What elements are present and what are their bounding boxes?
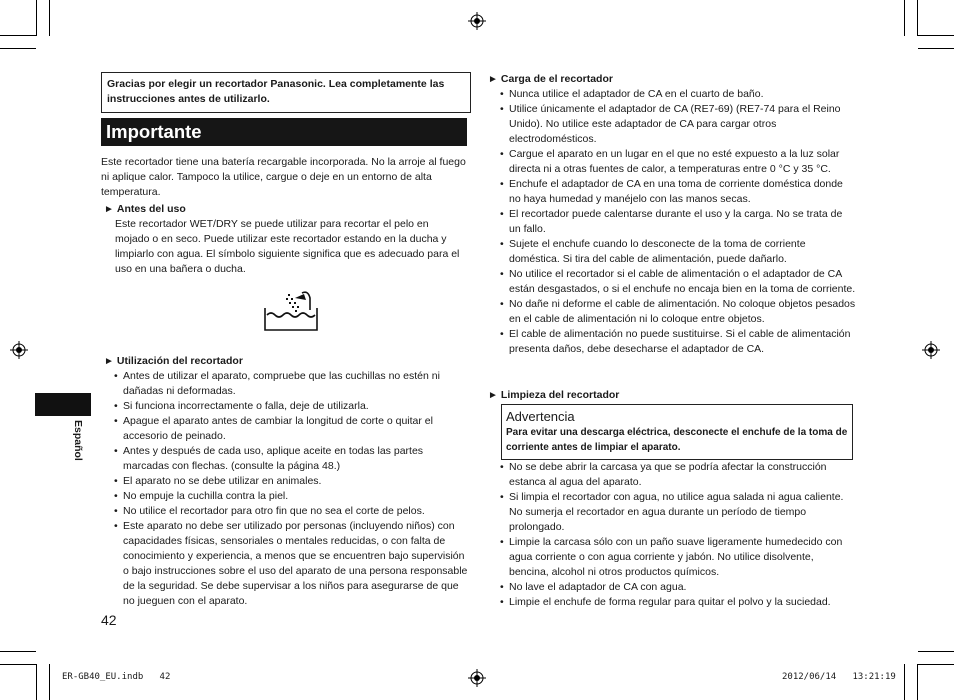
list-item: • Si limpia el recortador con agua, no utilice agua salada ni agua caliente. No sumerja el recortador en agua durante un período de tiempo prolongado.	[500, 490, 856, 535]
crop-mark	[36, 0, 37, 36]
crop-mark	[918, 651, 954, 652]
list-item: • No empuje la cuchilla contra la piel.	[114, 489, 468, 504]
footer-date: 2012/06/14 13:21:19	[782, 672, 896, 682]
thank-you-notice: Gracias por elegir un recortador Panasonic. Lea completamente las instrucciones antes de utilizarlo.	[101, 72, 471, 113]
list-item: • Apague el aparato antes de cambiar la longitud de corte o quitar el accesorio de peinado.	[114, 414, 468, 444]
list-item: • Cargue el aparato en un lugar en el que no esté expuesto a la luz solar directa ni a otras fuentes de calor, a temperaturas entre 0 °C y 35 °C.	[500, 147, 856, 177]
page-number: 42	[101, 612, 117, 628]
triangle-arrow-icon: ►	[488, 74, 498, 85]
cleaning-heading	[488, 388, 619, 403]
cleaning-title: Limpieza del recortador	[500, 389, 620, 401]
list-item: • No dañe ni deforme el cable de alimentación. No coloque objetos pesados en el cable de alimentación ni lo coloque entre objetos.	[500, 297, 856, 327]
crop-mark	[0, 48, 36, 49]
footer-file: ER-GB40_EU.indb 42	[62, 672, 171, 682]
crop-mark	[49, 664, 50, 700]
list-item: • Este aparato no debe ser utilizado por personas (incluyendo niños) con capacidades físicas, sensoriales o mentales reducidas, o con falta de conocimiento y experiencia, a menos que se encuentren bajo supervisión o bajo instrucciones sobre el uso del aparato de una persona responsable de la seguridad. Se debe supervisar a los niños para asegurarse de que no jueguen con el aparato.	[114, 519, 468, 609]
crop-mark	[904, 664, 905, 700]
language-label: Español	[72, 420, 84, 461]
list-item: • El aparato no se debe utilizar en animales.	[114, 474, 468, 489]
registration-mark-icon	[468, 669, 486, 687]
list-item: • No lave el adaptador de CA con agua.	[500, 580, 856, 595]
usage-title: Utilización del recortador	[116, 355, 243, 367]
charging-list	[500, 87, 856, 357]
section-heading: Importante	[101, 118, 467, 146]
crop-mark	[36, 664, 37, 700]
crop-mark	[49, 0, 50, 36]
before-use-text: Este recortador WET/DRY se puede utilizar para recortar el pelo en mojado o en seco. Puede utilizar este recortador estando en la ducha y limpiarlo con agua. El símbolo siguiente significa que es adecuado para el uso en una bañera o ducha.	[115, 218, 460, 275]
shower-bath-icon	[262, 288, 320, 334]
list-item: • No utilice el recortador para otro fin que no sea el corte de pelos.	[114, 504, 468, 519]
triangle-arrow-icon: ►	[104, 204, 114, 215]
list-item: • No se debe abrir la carcasa ya que se podría afectar la construcción estanca al agua del aparato.	[500, 460, 856, 490]
list-item: • El recortador puede calentarse durante el uso y la carga. No se trata de un fallo.	[500, 207, 856, 237]
list-item: • Antes y después de cada uso, aplique aceite en todas las partes marcadas con flechas. (consulte la página 48.)	[114, 444, 468, 474]
crop-mark	[918, 35, 954, 36]
crop-mark	[918, 48, 954, 49]
crop-mark	[917, 664, 918, 700]
triangle-arrow-icon: ►	[104, 356, 114, 367]
triangle-arrow-icon: ►	[488, 390, 498, 401]
registration-mark-icon	[922, 341, 940, 359]
before-use-heading	[104, 202, 186, 217]
registration-mark-icon	[468, 12, 486, 30]
list-item: • Nunca utilice el adaptador de CA en el cuarto de baño.	[500, 87, 856, 102]
registration-mark-icon	[10, 341, 28, 359]
cleaning-list	[500, 460, 856, 610]
crop-mark	[0, 651, 36, 652]
list-item: • El cable de alimentación no puede sustituirse. Si el cable de alimentación presenta daños, debe desecharse el adaptador de CA.	[500, 327, 856, 357]
list-item: • Sujete el enchufe cuando lo desconecte de la toma de corriente doméstica. Si tira del cable de alimentación, puede dañarlo.	[500, 237, 856, 267]
before-use-title: Antes del uso	[116, 203, 186, 215]
warning-text: Para evitar una descarga eléctrica, desconecte el enchufe de la toma de corriente antes de limpiar el aparato.	[506, 427, 848, 453]
list-item: • No utilice el recortador si el cable de alimentación o el adaptador de CA están desgastados, o si el enchufe no encaja bien en la toma de corriente.	[500, 267, 856, 297]
language-tab	[35, 393, 91, 416]
list-item: • Antes de utilizar el aparato, compruebe que las cuchillas no estén ni dañadas ni deformadas.	[114, 369, 468, 399]
crop-mark	[918, 664, 954, 665]
list-item: • Limpie la carcasa sólo con un paño suave ligeramente humedecido con agua corriente o con agua corriente y jabón. No utilice disolvente, bencina, alcohol ni otros productos químicos.	[500, 535, 856, 580]
warning-title: Advertencia	[506, 409, 575, 424]
crop-mark	[0, 664, 36, 665]
warning-box	[501, 404, 853, 460]
crop-mark	[904, 0, 905, 36]
battery-intro: Este recortador tiene una batería recargable incorporada. No la arroje al fuego ni aplique calor. Tampoco la utilice, cargue o deje en un entorno de alta temperatura.	[101, 156, 466, 198]
list-item: • Utilice únicamente el adaptador de CA (RE7-69) (RE7-74 para el Reino Unido). No utilice este adaptador de CA para cargar otros electrodomésticos.	[500, 102, 856, 147]
list-item: • Limpie el enchufe de forma regular para quitar el polvo y la suciedad.	[500, 595, 856, 610]
charging-title: Carga de el recortador	[500, 73, 613, 85]
list-item: • Enchufe el adaptador de CA en una toma de corriente doméstica donde no haya humedad y manéjelo con las manos secas.	[500, 177, 856, 207]
list-item: • Si funciona incorrectamente o falla, deje de utilizarla.	[114, 399, 468, 414]
crop-mark	[917, 0, 918, 36]
crop-mark	[0, 35, 36, 36]
usage-list	[114, 369, 468, 609]
charging-heading	[488, 72, 613, 87]
usage-heading	[104, 354, 243, 369]
